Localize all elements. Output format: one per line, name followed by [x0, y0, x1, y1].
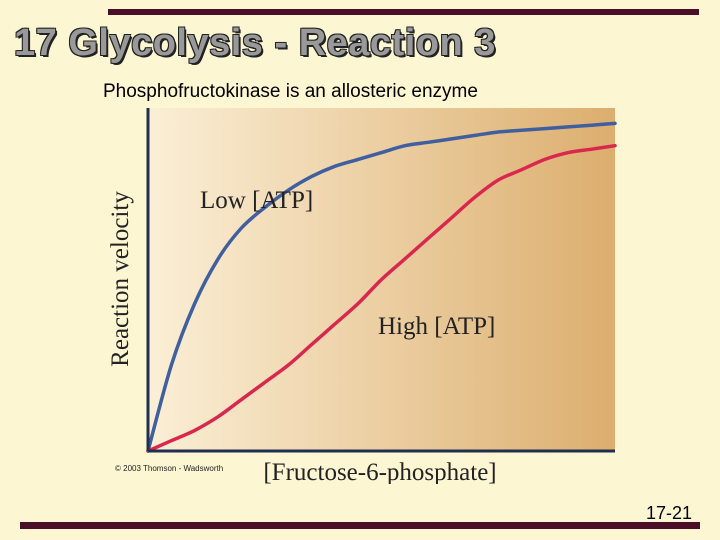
series-label-high-atp: High [ATP] — [378, 313, 496, 340]
slide-title: 17 Glycolysis - Reaction 3 — [14, 22, 496, 64]
bottom-rule — [20, 522, 700, 529]
slide-subtitle: Phosphofructokinase is an allosteric enzyme — [103, 81, 478, 102]
top-rule — [108, 9, 699, 15]
copyright-text: © 2003 Thomson - Wadsworth — [115, 464, 224, 473]
y-axis-label: Reaction velocity — [107, 191, 134, 367]
slide-number: 17-21 — [645, 503, 692, 523]
series-label-low-atp: Low [ATP] — [200, 187, 314, 214]
x-axis-label: [Fructose-6-phosphate] — [263, 459, 497, 484]
chart — [90, 104, 630, 484]
